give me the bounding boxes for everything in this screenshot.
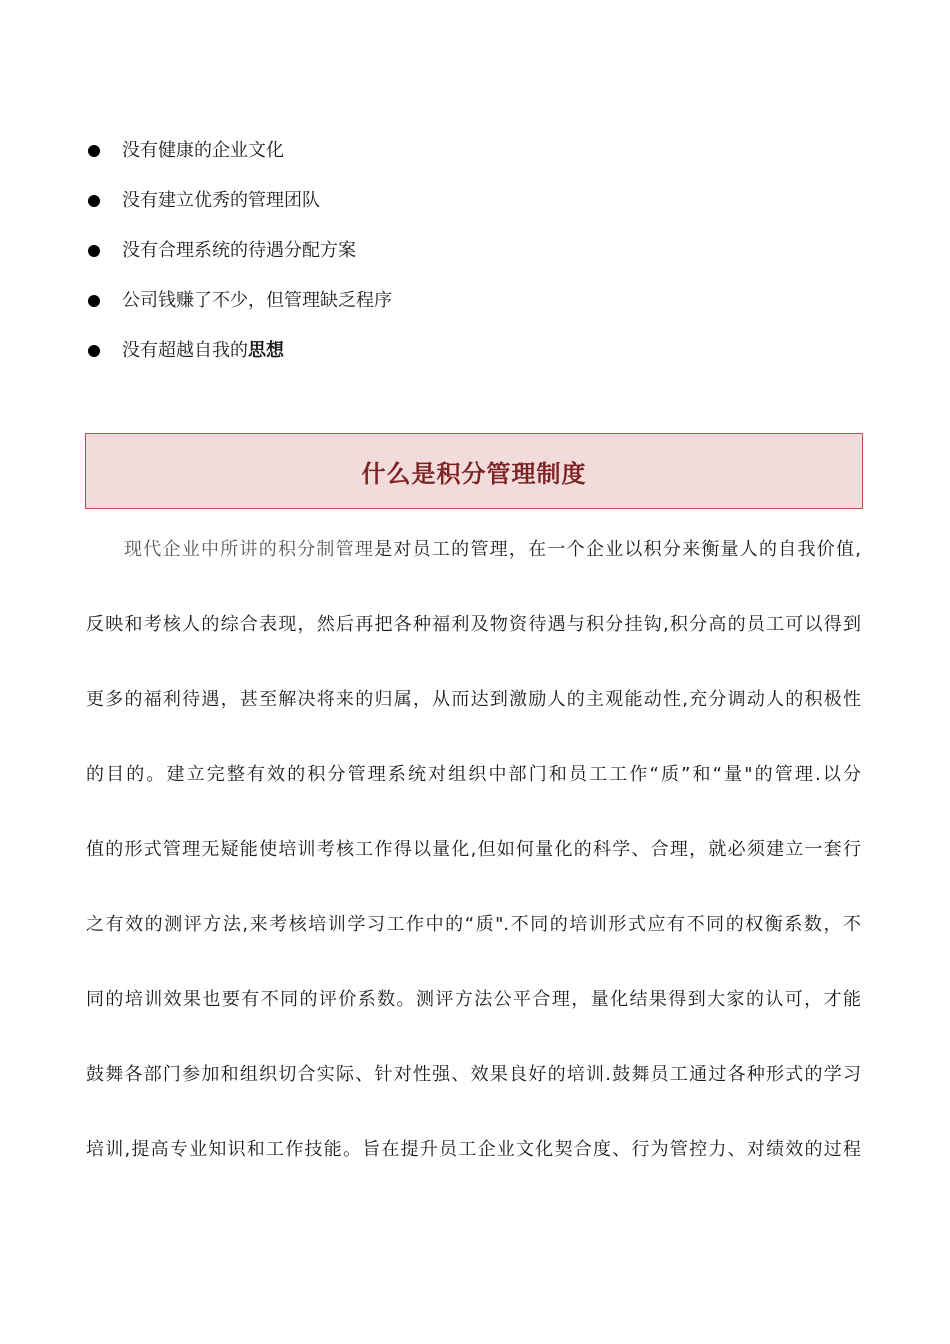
paragraph-line: 反映和考核人的综合表现，然后再把各种福利及物资待遇与积分挂钩,积分高的员工可以得到 xyxy=(86,614,861,635)
bullet-icon xyxy=(88,295,100,307)
bullet-text xyxy=(122,326,284,376)
body-paragraph xyxy=(86,514,861,1189)
paragraph-line: 之有效的测评方法,来考核培训学习工作中的“质".不同的培训形式应有不同的权衡系数，不 xyxy=(86,914,861,935)
paragraph-line xyxy=(86,514,861,589)
paragraph-line: 培训,提高专业知识和工作技能。旨在提升员工企业文化契合度、行为管控力、对绩效的过程 xyxy=(86,1139,861,1160)
list-item xyxy=(86,276,392,326)
bullet-icon xyxy=(88,345,100,357)
bullet-list xyxy=(86,126,392,376)
paragraph-line: 同的培训效果也要有不同的评价系数。测评方法公平合理，量化结果得到大家的认可，才能 xyxy=(86,989,861,1010)
list-item xyxy=(86,126,392,176)
list-item xyxy=(86,326,392,376)
bullet-text-bold: 思想 xyxy=(248,340,284,361)
list-item xyxy=(86,226,392,276)
bullet-text: 没有健康的企业文化 xyxy=(122,140,284,161)
bullet-icon xyxy=(88,145,100,157)
list-item xyxy=(86,176,392,226)
bullet-text: 公司钱赚了不少，但管理缺乏程序 xyxy=(122,290,392,311)
bullet-icon xyxy=(88,245,100,257)
section-heading-box xyxy=(85,433,863,509)
paragraph-lead: 现代企业中所讲的积分制管理 xyxy=(124,539,375,560)
section-title: 什么是积分管理制度 xyxy=(361,459,587,488)
bullet-icon xyxy=(88,195,100,207)
paragraph-line: 的目的。建立完整有效的积分管理系统对组织中部门和员工工作“质”和“量"的管理.以分 xyxy=(86,764,861,785)
paragraph-line: 值的形式管理无疑能使培训考核工作得以量化,但如何量化的科学、合理，就必须建立一套行 xyxy=(86,839,861,860)
paragraph-line: 鼓舞各部门参加和组织切合实际、针对性强、效果良好的培训.鼓舞员工通过各种形式的学习 xyxy=(86,1064,861,1085)
paragraph-line-text: 是对员工的管理，在一个企业以积分来衡量人的自我价值, xyxy=(374,539,861,560)
bullet-text: 没有合理系统的待遇分配方案 xyxy=(122,240,356,261)
paragraph-line: 更多的福利待遇，甚至解决将来的归属，从而达到激励人的主观能动性,充分调动人的积极性 xyxy=(86,689,861,710)
bullet-text-plain: 没有超越自我的 xyxy=(122,340,248,361)
bullet-text: 没有建立优秀的管理团队 xyxy=(122,190,320,211)
